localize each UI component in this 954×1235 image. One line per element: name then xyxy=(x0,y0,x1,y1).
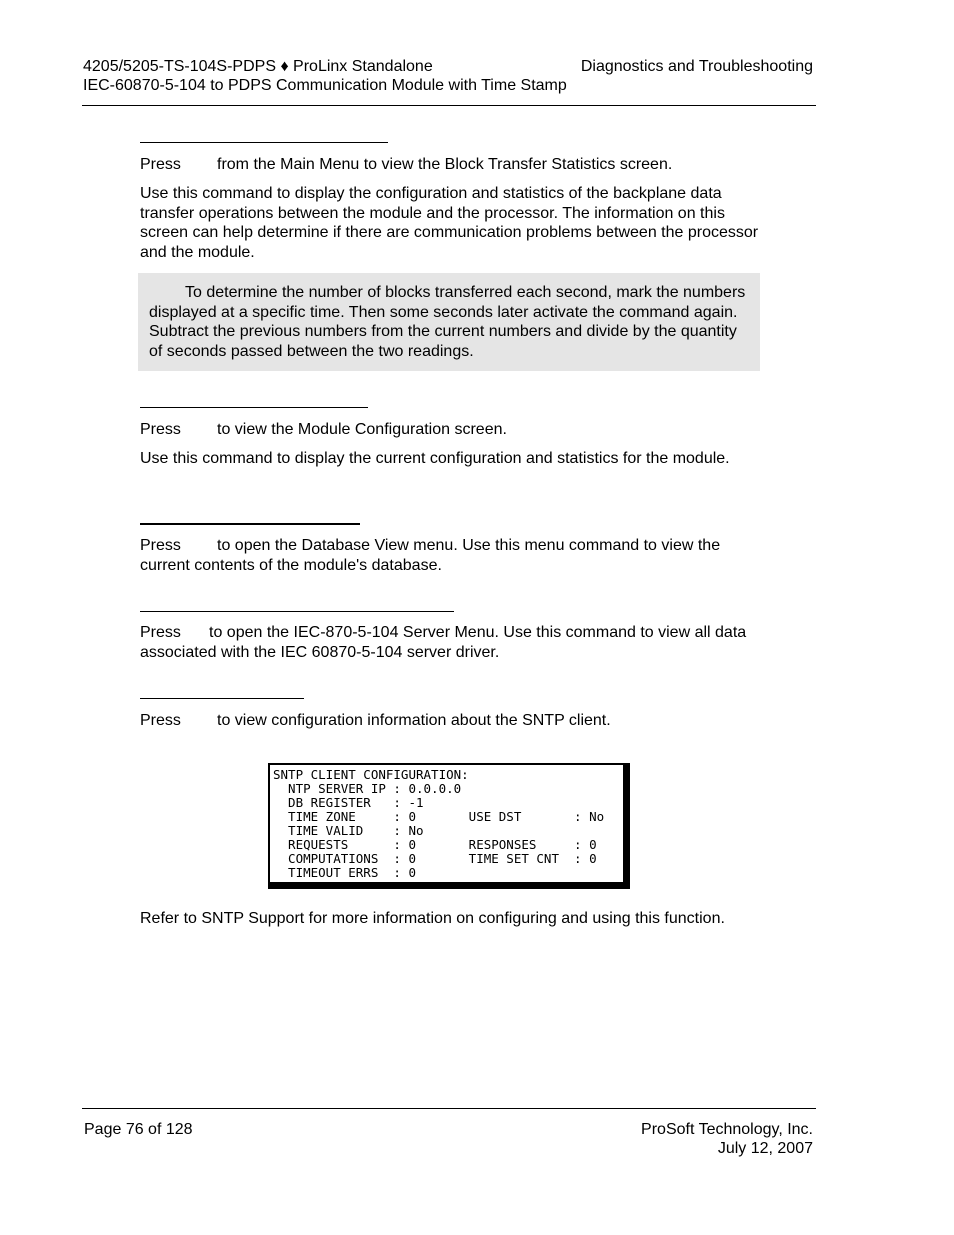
section-press-line xyxy=(140,536,765,575)
section-heading-underline xyxy=(140,523,360,525)
header-title-line2: IEC-60870-5-104 to PDPS Communication Module with Time Stamp xyxy=(83,77,567,94)
footer-divider xyxy=(82,1108,816,1109)
section-body-text: Use this command to display the current configuration and statistics for the module. xyxy=(140,450,730,467)
section-press-line xyxy=(140,155,765,175)
press-word: Press xyxy=(140,421,181,438)
header-divider xyxy=(82,105,816,106)
section-body-text: Refer to SNTP Support for more information on configuring and using this function. xyxy=(140,910,725,927)
terminal-line: TIMEOUT ERRS : 0 xyxy=(273,865,416,880)
press-description: from the Main Menu to view the Block Transfer Statistics screen. xyxy=(217,156,673,173)
footer-page-number: Page 76 of 128 xyxy=(84,1121,193,1138)
footer-date: July 12, 2007 xyxy=(717,1140,813,1157)
press-word: Press xyxy=(140,624,181,641)
terminal-line: SNTP CLIENT CONFIGURATION: xyxy=(273,767,469,782)
sntp-terminal-text xyxy=(273,768,604,880)
press-word: Press xyxy=(140,712,181,729)
press-word: Press xyxy=(140,537,181,554)
section-heading-underline xyxy=(140,698,304,699)
press-description: to view configuration information about the SNTP client. xyxy=(217,712,611,729)
header-section-title: Diagnostics and Troubleshooting xyxy=(580,58,813,75)
section-heading-underline xyxy=(140,142,388,143)
section-press-line xyxy=(140,711,765,731)
terminal-line: REQUESTS : 0 RESPONSES : 0 xyxy=(273,837,597,852)
note-body: To determine the number of blocks transferred each second, mark the numbers displayed at a specific time. Then some seconds later activate the command again. Subtract the previous numbers from the current numbers and divide by the quantity of seconds passed between the two readings. xyxy=(149,284,746,360)
section-press-line xyxy=(140,623,765,662)
terminal-line: TIME ZONE : 0 USE DST : No xyxy=(273,809,605,824)
press-description: to open the Database View menu. Use this menu command to view the current contents of the module's database. xyxy=(140,537,721,574)
terminal-line: COMPUTATIONS : 0 TIME SET CNT : 0 xyxy=(273,851,597,866)
section-press-line xyxy=(140,420,765,440)
terminal-line: NTP SERVER IP : 0.0.0.0 xyxy=(273,781,462,796)
section-heading-underline xyxy=(140,407,368,408)
press-description: to open the IEC-870-5-104 Server Menu. Use this command to view all data associated with the IEC 60870-5-104 server driver. xyxy=(140,624,747,661)
terminal-line: TIME VALID : No xyxy=(273,823,424,838)
terminal-line: DB REGISTER : -1 xyxy=(273,795,424,810)
footer-company: ProSoft Technology, Inc. xyxy=(641,1121,813,1138)
press-description: to view the Module Configuration screen. xyxy=(217,421,507,438)
section-body-text: Use this command to display the configuration and statistics of the backplane data transfer operations between the module and the processor. The information on this screen can help determine if there are communication problems between the processor and the module. xyxy=(140,185,759,261)
note-text xyxy=(149,283,754,361)
header-title-line1: 4205/5205-TS-104S-PDPS ♦ ProLinx Standalone xyxy=(83,58,433,75)
section-heading-underline xyxy=(140,611,454,612)
press-word: Press xyxy=(140,156,181,173)
